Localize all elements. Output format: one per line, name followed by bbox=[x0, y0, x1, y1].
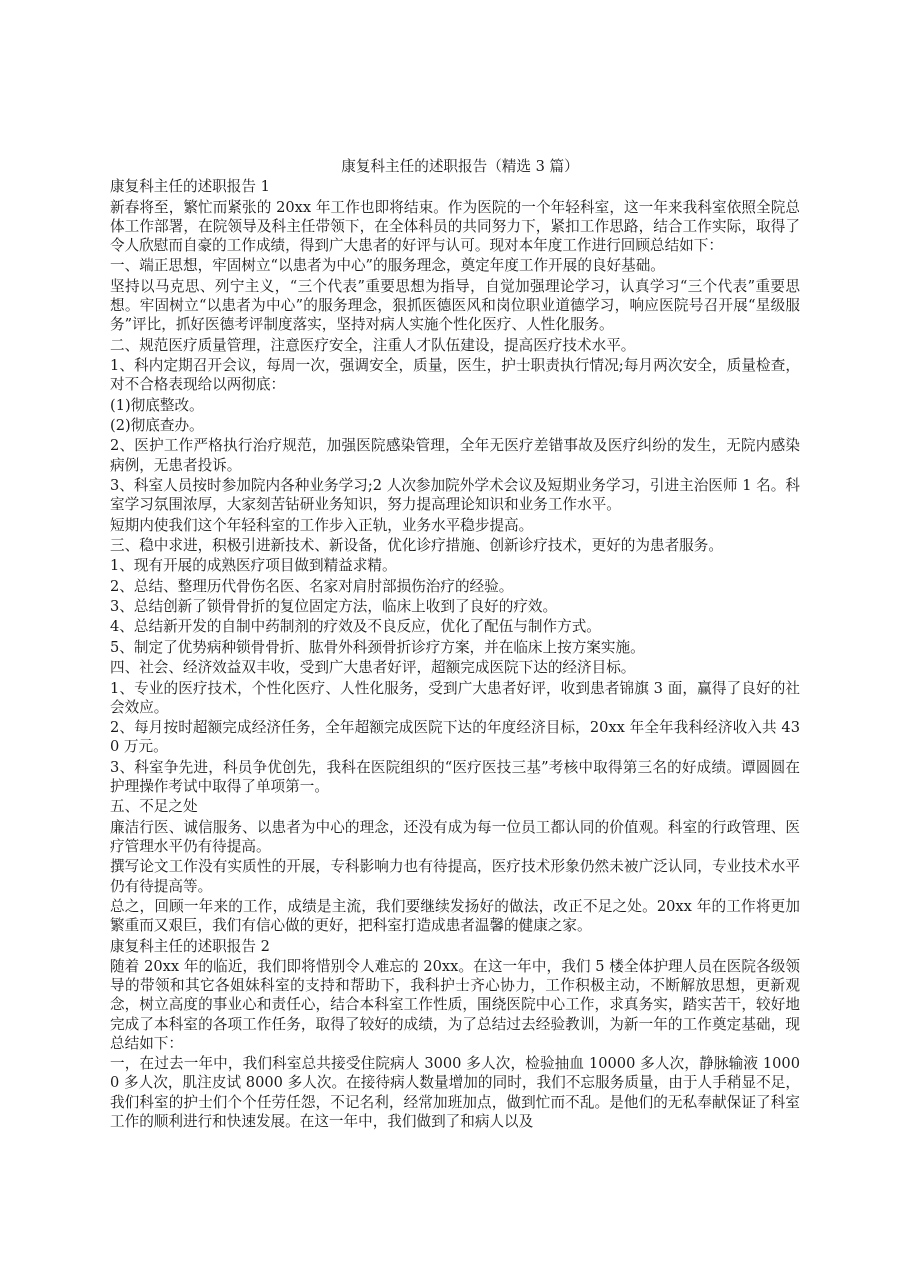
document-body bbox=[110, 157, 800, 1132]
paragraph: (1)彻底整改。 bbox=[110, 396, 204, 414]
paragraph: 5、制定了优势病种锁骨骨折、肱骨外科颈骨折诊疗方案，并在临床上按方案实施。 bbox=[110, 638, 645, 656]
paragraph: 撰写论文工作没有实质性的开展，专科影响力也有待提高，医疗技术形象仍然未被广泛认同，专业技术水平仍有待提高等。 bbox=[110, 858, 800, 895]
paragraph: 一、端正思想，牢固树立“以患者为中心”的服务理念，奠定年度工作开展的良好基础。 bbox=[110, 257, 665, 275]
paragraph: 2、总结、整理历代骨伤名医、名家对肩肘部损伤治疗的经验。 bbox=[110, 577, 514, 595]
paragraph: 1、科内定期召开会议，每周一次，强调安全，质量，医生，护士职责执行情况;每月两次安全，质量检查，对不合格表现给以两彻底： bbox=[110, 356, 800, 394]
paragraph: 一，在过去一年中，我们科室总共接受住院病人 3000 多人次，检验抽血 10000 多人次，静脉输液 10000 多人次，肌注皮试 8000 多人次。在接待病人数量增加的同时，我们不忘服务质量，由于人手稍显不足，我们科室的护士们个个任劳任怨，不记名利，经常加班加点，做到忙而不乱。是他们的无私奉献保证了科室工作的顺利进行和快速发展。在这一年中，我们做到了和病人以及 bbox=[110, 1055, 800, 1130]
paragraph: 2、医护工作严格执行治疗规范，加强医院感染管理，全年无医疗差错事故及医疗纠纷的发生，无院内感染病例，无患者投诉。 bbox=[110, 437, 800, 474]
paragraph: 二、规范医疗质量管理，注意医疗安全，注重人才队伍建设，提高医疗技术水平。 bbox=[110, 336, 636, 354]
paragraph: 廉洁行医、诚信服务、以患者为中心的理念，还没有成为每一位员工都认同的价值观。科室的行政管理、医疗管理水平仍有待提高。 bbox=[110, 818, 800, 856]
paragraph: 五、不足之处 bbox=[110, 798, 198, 816]
paragraph: 总之，回顾一年来的工作，成绩是主流，我们要继续发扬好的做法，改正不足之处。20xx 年的工作将更加繁重而又艰巨，我们有信心做的更好，把科室打造成患者温馨的健康之家。 bbox=[110, 898, 800, 935]
paragraph: (2)彻底查办。 bbox=[110, 416, 204, 434]
paragraph: 3、科室争先进，科员争优创先，我科在医院组织的“医疗医技三基”考核中取得第三名的好成绩。谭圆圆在护理操作考试中取得了单项第一。 bbox=[110, 758, 800, 796]
paragraph: 四、社会、经济效益双丰收，受到广大患者好评，超额完成医院下达的经济目标。 bbox=[110, 659, 636, 677]
paragraph: 随着 20xx 年的临近，我们即将惜别令人难忘的 20xx。在这一年中，我们 5 楼全体护理人员在医院各级领导的带领和其它各姐妹科室的支持和帮助下，我科护士齐心协力，工作积极主动，不断解放思想，更新观念，树立高度的事业心和责任心，结合本科室工作性质，围绕医院中心工作，求真务实，踏实苦干，较好地完成了本科室的各项工作任务，取得了较好的成绩，为了总结过去经验教训，为新一年的工作奠定基础，现总结如下： bbox=[110, 958, 800, 1052]
paragraph: 坚持以马克思、列宁主义，“三个代表”重要思想为指导，自觉加强理论学习，认真学习“三个代表”重要思想。牢固树立“以患者为中心”的服务理念，狠抓医德医风和岗位职业道德学习，响应医院号召开展“星级服务”评比，抓好医德考评制度落实，坚持对病人实施个性化医疗、人性化服务。 bbox=[110, 277, 800, 334]
paragraph: 3、科室人员按时参加院内各种业务学习;2 人次参加院外学术会议及短期业务学习，引进主治医师 1 名。科室学习氛围浓厚，大家刻苦钻研业务知识，努力提高理论知识和业务工作水平。 bbox=[110, 476, 800, 514]
paragraph: 4、总结新开发的自制中药制剂的疗效及不良反应，优化了配伍与制作方式。 bbox=[110, 618, 601, 636]
paragraph: 3、总结创新了锁骨骨折的复位固定方法，临床上收到了良好的疗效。 bbox=[110, 598, 558, 616]
paragraph: 三、稳中求进，积极引进新技术、新设备，优化诊疗措施、创新诊疗技术，更好的为患者服务。 bbox=[110, 536, 723, 554]
paragraph: 短期内使我们这个年轻科室的工作步入正轨，业务水平稳步提高。 bbox=[110, 516, 534, 534]
paragraph: 新春将至，繁忙而紧张的 20xx 年工作也即将结束。作为医院的一个年轻科室，这一年来我科室依照全院总体工作部署，在院领导及科主任带领下，在全体科员的共同努力下，紧扣工作思路，结合工作实际，取得了令人欣慰而自豪的工作成绩，得到广大患者的好评与认可。现对本年度工作进行回顾总结如下： bbox=[110, 198, 800, 254]
paragraph: 1、专业的医疗技术，个性化医疗、人性化服务，受到广大患者好评，收到患者锦旗 3 面，赢得了良好的社会效应。 bbox=[110, 679, 800, 716]
paragraph: 1、现有开展的成熟医疗项目做到精益求精。 bbox=[110, 557, 397, 575]
paragraph-list bbox=[110, 177, 800, 1131]
paragraph: 康复科主任的述职报告 1 bbox=[110, 178, 270, 196]
paragraph: 康复科主任的述职报告 2 bbox=[110, 937, 270, 955]
document-title: 康复科主任的述职报告（精选 3 篇） bbox=[341, 158, 579, 175]
paragraph: 2、每月按时超额完成经济任务，全年超额完成医院下达的年度经济目标，20xx 年全年我科经济收入共 430 万元。 bbox=[110, 719, 800, 756]
